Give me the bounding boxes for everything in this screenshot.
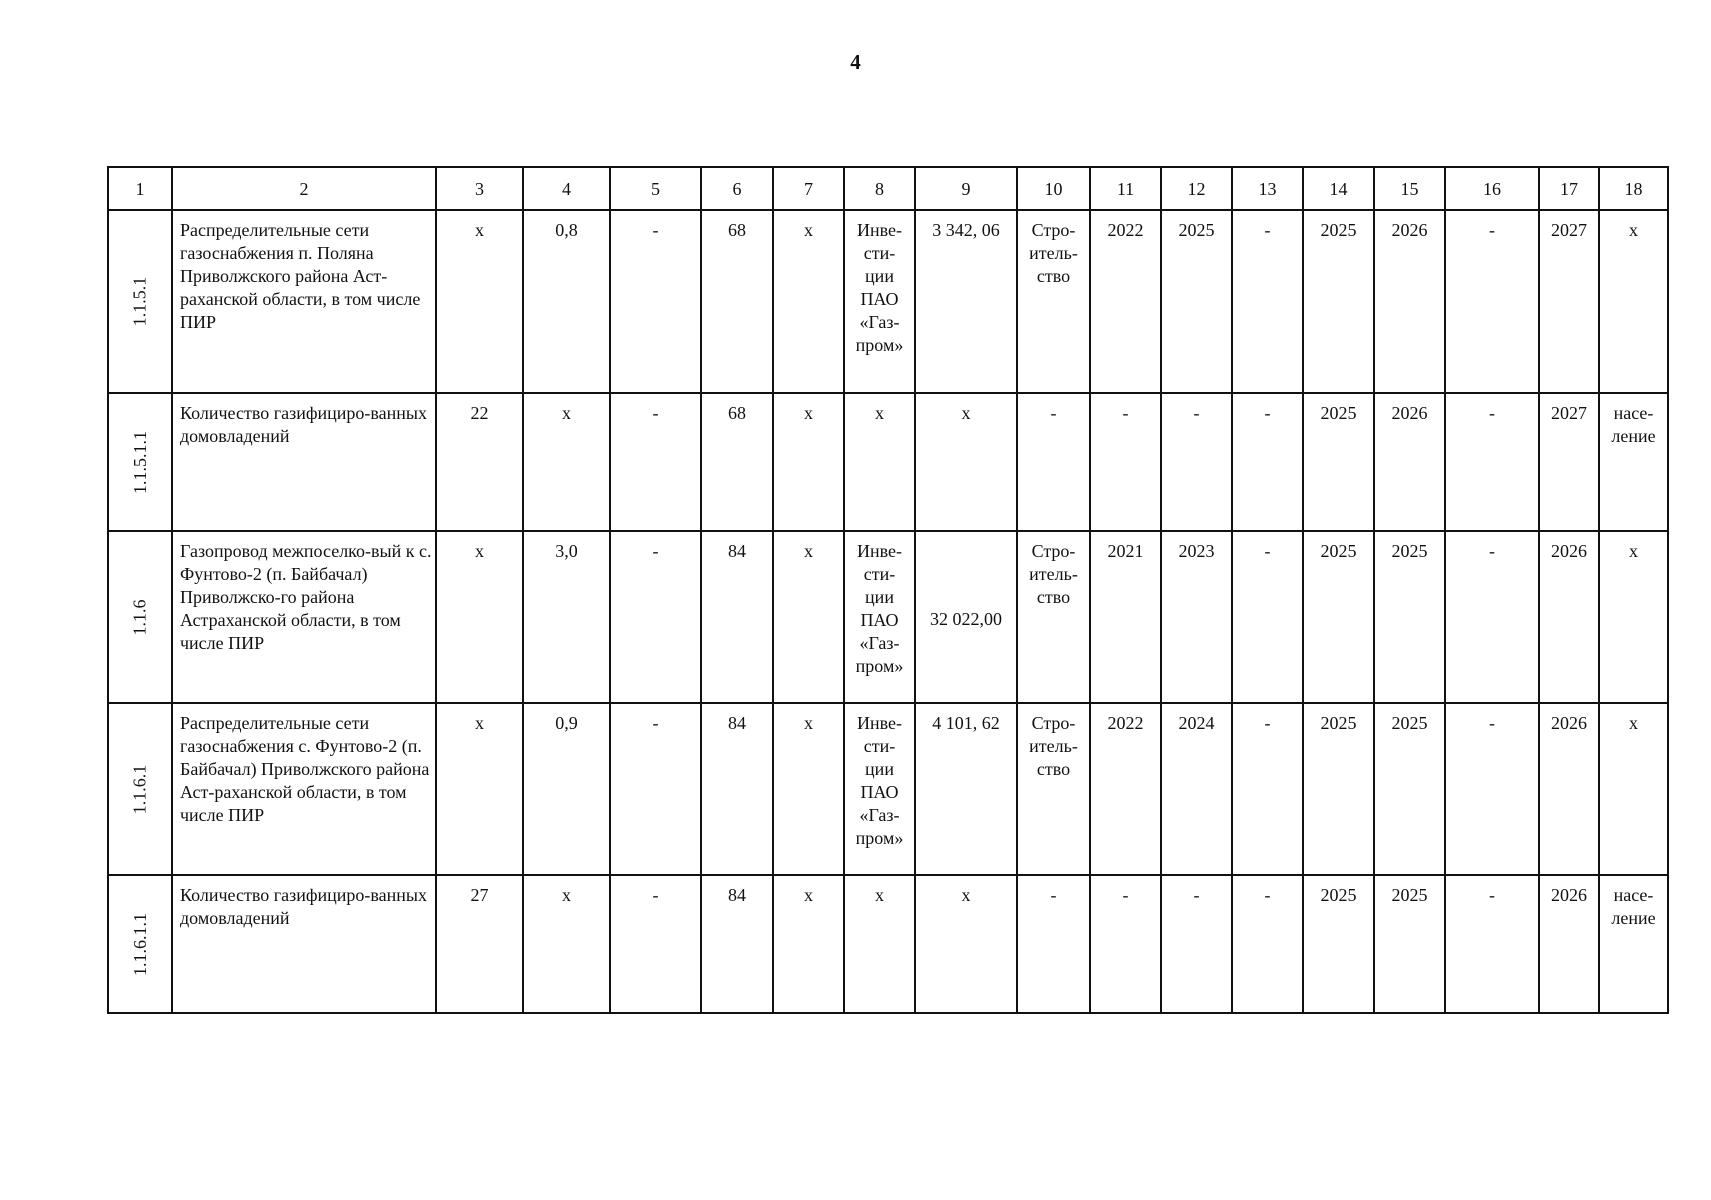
table-cell: -	[1161, 393, 1232, 531]
header-row	[108, 167, 1668, 210]
table-cell: 3,0	[523, 531, 610, 703]
table-cell: Стро- итель- ство	[1017, 531, 1090, 703]
table-cell: x	[773, 531, 844, 703]
header-cell: 5	[610, 167, 701, 210]
table-cell: -	[1017, 393, 1090, 531]
table-cell: Инве- сти- ции ПАО «Газ- пром»	[844, 210, 915, 393]
table-cell: 2025	[1303, 875, 1374, 1013]
row-id-cell	[108, 210, 172, 393]
table-cell: -	[1445, 703, 1539, 875]
header-cell: 18	[1599, 167, 1668, 210]
table-cell: 2025	[1374, 703, 1445, 875]
header-cell: 8	[844, 167, 915, 210]
table-cell: -	[1232, 875, 1303, 1013]
table-cell: -	[1017, 875, 1090, 1013]
table-cell: 2027	[1539, 210, 1599, 393]
table-cell: 2021	[1090, 531, 1161, 703]
table-cell: 4 101, 62	[915, 703, 1017, 875]
header-cell: 9	[915, 167, 1017, 210]
table-cell: x	[844, 393, 915, 531]
table-cell: 2026	[1539, 703, 1599, 875]
table-cell: -	[1445, 531, 1539, 703]
header-cell: 17	[1539, 167, 1599, 210]
table-cell: 0,8	[523, 210, 610, 393]
table-cell: 2024	[1161, 703, 1232, 875]
table-cell: x	[436, 531, 523, 703]
table-cell: 2023	[1161, 531, 1232, 703]
table-cell: x	[773, 875, 844, 1013]
header-cell: 12	[1161, 167, 1232, 210]
table-cell: x	[1599, 210, 1668, 393]
row-id: 1.1.6.1	[129, 764, 150, 814]
table-cell: 2025	[1303, 393, 1374, 531]
table-cell: -	[1161, 875, 1232, 1013]
table-cell: x	[1599, 703, 1668, 875]
table-cell: 2026	[1374, 210, 1445, 393]
table-row	[108, 531, 1668, 703]
table-cell: x	[915, 393, 1017, 531]
table-cell: -	[1445, 210, 1539, 393]
table-cell: -	[1232, 393, 1303, 531]
header-cell: 14	[1303, 167, 1374, 210]
table-cell: x	[773, 393, 844, 531]
table-cell: -	[610, 703, 701, 875]
header-cell: 10	[1017, 167, 1090, 210]
table-cell: x	[523, 393, 610, 531]
header-cell: 11	[1090, 167, 1161, 210]
table-cell: 84	[701, 531, 773, 703]
table-cell: Инве- сти- ции ПАО «Газ- пром»	[844, 531, 915, 703]
header-cell: 16	[1445, 167, 1539, 210]
table-row	[108, 210, 1668, 393]
table-row	[108, 703, 1668, 875]
description-cell: Распределительные сети газоснабжения с. Фунтово-2 (п. Байбачал) Приволжского района Аст-раханской области, в том числе ПИР	[172, 703, 436, 875]
table-cell: 27	[436, 875, 523, 1013]
page-number: 4	[850, 50, 861, 74]
table-cell: -	[1445, 875, 1539, 1013]
description-cell: Распределительные сети газоснабжения п. Поляна Приволжского района Аст-раханской области, в том числе ПИР	[172, 210, 436, 393]
table-cell: 0,9	[523, 703, 610, 875]
row-id: 1.1.6.1.1	[130, 912, 150, 976]
table-cell: x	[1599, 531, 1668, 703]
table-cell: Инве- сти- ции ПАО «Газ- пром»	[844, 703, 915, 875]
table-cell: x	[523, 875, 610, 1013]
table-cell: 2022	[1090, 703, 1161, 875]
table-cell: насе- ление	[1599, 875, 1668, 1013]
table-cell: -	[610, 531, 701, 703]
table-cell: 84	[701, 703, 773, 875]
description-cell: Количество газифициро-ванных домовладений	[172, 875, 436, 1013]
header-cell: 15	[1374, 167, 1445, 210]
data-table	[107, 166, 1669, 1014]
table-cell: 3 342, 06	[915, 210, 1017, 393]
table-row	[108, 393, 1668, 531]
description-cell: Количество газифициро-ванных домовладений	[172, 393, 436, 531]
header-cell: 6	[701, 167, 773, 210]
table-cell: 68	[701, 393, 773, 531]
header-cell: 1	[108, 167, 172, 210]
header-cell: 4	[523, 167, 610, 210]
table-cell: -	[1090, 875, 1161, 1013]
table-cell: 32 022,00	[915, 531, 1017, 703]
table-cell: -	[1090, 393, 1161, 531]
table-cell: насе- ление	[1599, 393, 1668, 531]
row-id: 1.1.5.1.1	[130, 430, 150, 494]
table-cell: Стро- итель- ство	[1017, 703, 1090, 875]
table-row	[108, 875, 1668, 1013]
row-id-cell	[108, 531, 172, 703]
header-cell: 13	[1232, 167, 1303, 210]
table-cell: 2025	[1374, 875, 1445, 1013]
table-cell: 68	[701, 210, 773, 393]
table-cell: -	[1232, 210, 1303, 393]
header-cell: 2	[172, 167, 436, 210]
table-cell: 22	[436, 393, 523, 531]
table-cell: 2025	[1303, 531, 1374, 703]
table-cell: -	[610, 875, 701, 1013]
table-cell: x	[773, 703, 844, 875]
table-cell: 84	[701, 875, 773, 1013]
row-id: 1.1.5.1	[129, 276, 150, 327]
table-cell: x	[436, 210, 523, 393]
table-cell: x	[436, 703, 523, 875]
table-cell: 2025	[1374, 531, 1445, 703]
table-cell: 2026	[1374, 393, 1445, 531]
table-cell: 2025	[1303, 210, 1374, 393]
header-cell: 7	[773, 167, 844, 210]
table-cell: -	[1445, 393, 1539, 531]
row-id: 1.1.6	[129, 599, 150, 635]
row-id-cell	[108, 875, 172, 1013]
table-cell: -	[610, 393, 701, 531]
table-cell: Стро- итель- ство	[1017, 210, 1090, 393]
table-cell: 2025	[1303, 703, 1374, 875]
description-cell: Газопровод межпоселко-вый к с. Фунтово-2 (п. Байбачал) Приволжско-го района Астраханской области, в том числе ПИР	[172, 531, 436, 703]
table-cell: -	[1232, 703, 1303, 875]
table-cell: -	[1232, 531, 1303, 703]
table-cell: x	[844, 875, 915, 1013]
table-cell: 2027	[1539, 393, 1599, 531]
table-cell: x	[773, 210, 844, 393]
table-cell: 2026	[1539, 875, 1599, 1013]
row-id-cell	[108, 703, 172, 875]
table-cell: 2026	[1539, 531, 1599, 703]
table-cell: 2022	[1090, 210, 1161, 393]
table-cell: 2025	[1161, 210, 1232, 393]
table-cell: -	[610, 210, 701, 393]
row-id-cell	[108, 393, 172, 531]
table-cell: x	[915, 875, 1017, 1013]
header-cell: 3	[436, 167, 523, 210]
